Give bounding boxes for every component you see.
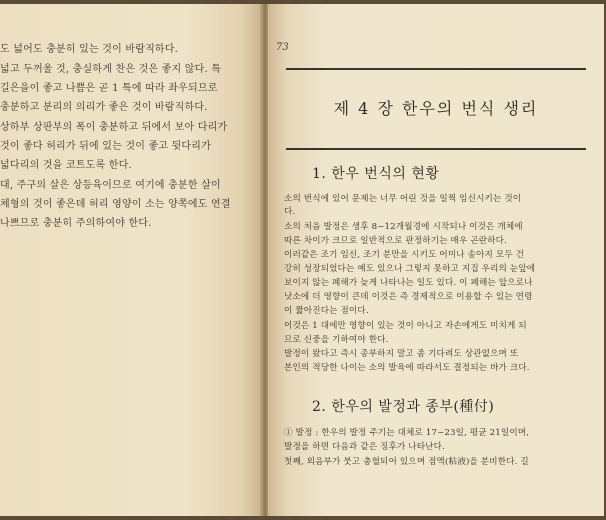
text-line: 넓다리의 것을 코트도록 한다. — [0, 160, 132, 171]
text-line: 소의 처음 발정은 생후 8~12개월경에 시작되나 이것은 개체에 — [284, 222, 523, 232]
text-line: 첫째, 외음부가 붓고 충혈되어 있으며 점액(粘液)을 분비한다. 길 — [284, 457, 529, 467]
text-line: 이것은 1 대에만 영향이 있는 것이 아니고 자손에게도 미치게 되 — [284, 321, 527, 331]
section-body — [268, 192, 604, 378]
text-line: 강히 성장되었다는 예도 있으나 그렇지 못하고 지집 우리의 눈앞에 — [284, 264, 536, 274]
text-line: 본인의 적당한 나이는 소의 발육에 따라서도 결정되는 바가 크다. — [284, 363, 530, 373]
text-line: 따른 차이가 크므로 일반적으로 판정하기는 매우 곤란하다. — [284, 236, 508, 246]
text-line: 낫소에 더 영향이 큰데 이것은 즉 경제적으로 이용할 수 있는 연령 — [284, 292, 533, 302]
text-line: 충분하고 분리의 의리가 좋은 것이 바람직하다. — [0, 102, 208, 113]
text-line: 발정이 왔다고 즉시 종부하지 말고 좀 기다려도 상관없으며 또 — [284, 349, 519, 359]
text-line: 나쁘므로 충분히 주의하여야 한다. — [0, 218, 152, 229]
section-heading: 2. 한우의 발정과 종부(種付) — [312, 399, 495, 415]
page-number: 73 — [276, 42, 289, 53]
top-rule — [286, 68, 586, 70]
text-line: 넓고 두꺼울 것, 충실하게 찬은 것은 좋지 않다. 특 — [0, 64, 222, 75]
text-line: 이러같은 조기 임신, 조기 분만을 시키도 어미나 송아지 모두 건 — [284, 250, 525, 260]
text-line: 도 넓어도 충분히 있는 것이 바람직하다. — [0, 44, 179, 55]
section-body — [268, 426, 604, 486]
text-line: 므로 신중을 기하여야 한다. — [284, 335, 389, 345]
left-page — [0, 4, 262, 516]
text-line: 상하부 상판부의 폭이 충분하고 뒤에서 보아 다리가 — [0, 122, 228, 133]
bottom-rule — [286, 148, 586, 150]
text-line: 보이지 않는 폐해가 늦게 나타나는 일도 있다. 이 폐해는 앞으로나 — [284, 278, 533, 288]
text-line: 것이 좋다 허리가 뒤에 있는 것이 좋고 뒷다리가 — [0, 141, 211, 152]
text-line: 체형의 것이 좋은데 허리 영양이 소는 양쪽에도 연결 — [0, 199, 231, 210]
text-line: 길은을이 좋고 나쁨은 곧 1 특에 따라 좌우되므로 — [0, 83, 218, 94]
text-line: 발정을 하면 다음과 같은 징후가 나타난다. — [284, 442, 445, 452]
section-heading: 1. 한우 번식의 현황 — [312, 166, 440, 182]
text-line: ① 발정 : 한우의 발정 주기는 대체로 17~23일, 평균 21일이며, — [284, 428, 530, 438]
text-line: 이 짧아진다는 점이다. — [284, 306, 369, 316]
text-line: 다. — [284, 207, 296, 217]
text-line: 소의 번식에 있어 문제는 너무 어린 것을 일찍 임신시키는 것이 — [284, 194, 522, 204]
chapter-title: 제 4 장 한우의 번식 생리 — [333, 99, 539, 118]
text-line: 대, 주구의 살은 상등육이므로 여기에 충분한 살이 — [0, 180, 221, 191]
